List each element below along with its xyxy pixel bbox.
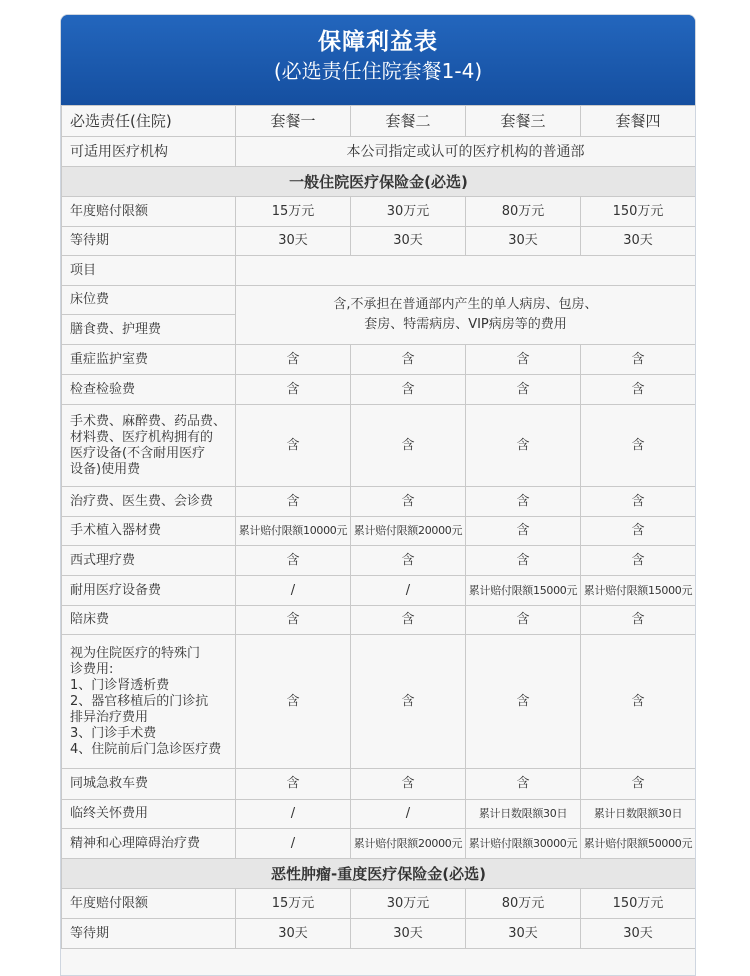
row-label: 检查检验费 [62, 375, 236, 405]
row-label: 年度赔付限额 [62, 889, 236, 919]
section-header [62, 859, 696, 889]
cell-value: 含 [581, 546, 696, 576]
cell-value: 30万元 [351, 889, 466, 919]
cell-value: 含 [466, 546, 581, 576]
cell-value: 含 [351, 635, 466, 769]
cell-value: 150万元 [581, 889, 696, 919]
cell-value: 累计赔付限额30000元 [466, 829, 581, 859]
cell-value: 含 [236, 345, 351, 375]
cell-value: 含 [351, 375, 466, 405]
cell-value: 150万元 [581, 197, 696, 227]
section1-title: 一般住院医疗保险金(必选) [62, 167, 696, 197]
table-row [62, 227, 696, 256]
row-label: 耐用医疗设备费 [62, 576, 236, 606]
cell-value: 含 [466, 517, 581, 546]
cell-value: 含 [351, 769, 466, 800]
cell-value: 累计赔付限额15000元 [581, 576, 696, 606]
table-row [62, 517, 696, 546]
plan-name: 套餐一 [236, 106, 351, 137]
table-row [62, 800, 696, 829]
cell-value: 含 [581, 635, 696, 769]
institution-row [62, 137, 696, 167]
row-label: 重症监护室费 [62, 345, 236, 375]
cell-value: 30天 [236, 227, 351, 256]
plan-name: 套餐四 [581, 106, 696, 137]
cell-value: 80万元 [466, 197, 581, 227]
cell-value: 30天 [351, 227, 466, 256]
cell-value: 含 [581, 517, 696, 546]
cell-value: 30天 [466, 919, 581, 949]
cell-value: 含 [466, 606, 581, 635]
cell-value: / [236, 800, 351, 829]
section-header [62, 167, 696, 197]
row-label: 项目 [62, 256, 236, 286]
table-row [62, 405, 696, 487]
bed-note [236, 286, 696, 345]
table-row [62, 546, 696, 576]
benefit-table [61, 105, 696, 949]
cell-value: 含 [466, 405, 581, 487]
table-row [62, 256, 696, 286]
cell-value: 30天 [236, 919, 351, 949]
row-label: 床位费 [62, 286, 236, 315]
cell-value: 30天 [466, 227, 581, 256]
cell-value: 含 [466, 345, 581, 375]
cell-value: 累计赔付限额20000元 [351, 517, 466, 546]
table-row [62, 487, 696, 517]
cell-value: 含 [236, 375, 351, 405]
cell-value: 30天 [581, 227, 696, 256]
row-label: 等待期 [62, 227, 236, 256]
institution-value: 本公司指定或认可的医疗机构的普通部 [236, 137, 696, 167]
cell-value: 含 [236, 769, 351, 800]
cell-value: 含 [581, 769, 696, 800]
cell-value: / [236, 829, 351, 859]
cell-value: 80万元 [466, 889, 581, 919]
cell-value: 含 [581, 405, 696, 487]
header-label: 必选责任(住院) [62, 106, 236, 137]
cell-value: 30万元 [351, 197, 466, 227]
table-row [62, 606, 696, 635]
cell-value: 15万元 [236, 889, 351, 919]
cell-value: 累计赔付限额50000元 [581, 829, 696, 859]
cell-value: 含 [351, 345, 466, 375]
plan-name: 套餐二 [351, 106, 466, 137]
cell-value: 含 [581, 345, 696, 375]
table-row [62, 576, 696, 606]
cell-value: 30天 [581, 919, 696, 949]
table-row [62, 919, 696, 949]
cell-value: 含 [236, 606, 351, 635]
table-row [62, 197, 696, 227]
cell-value: 累计赔付限额15000元 [466, 576, 581, 606]
cell-value: 累计赔付限额10000元 [236, 517, 351, 546]
row-label: 治疗费、医生费、会诊费 [62, 487, 236, 517]
cell-value: 含 [466, 769, 581, 800]
cell-value: 累计日数限额30日 [581, 800, 696, 829]
plan-header-row [62, 106, 696, 137]
row-label: 手术费、麻醉费、药品费、 材料费、医疗机构拥有的 医疗设备(不含耐用医疗 设备)使用费 [62, 405, 236, 487]
row-label: 手术植入器材费 [62, 517, 236, 546]
row-label: 西式理疗费 [62, 546, 236, 576]
table-row [62, 286, 696, 315]
table-row [62, 829, 696, 859]
cell-value: 30天 [351, 919, 466, 949]
cell-value: 含 [466, 635, 581, 769]
bed-note-line: 套房、特需病房、VIP病房等的费用 [364, 317, 567, 332]
cell-value: 含 [351, 405, 466, 487]
cell-value: 累计日数限额30日 [466, 800, 581, 829]
row-label: 膳食费、护理费 [62, 315, 236, 345]
plan-name: 套餐三 [466, 106, 581, 137]
cell-value: 含 [236, 405, 351, 487]
row-label: 年度赔付限额 [62, 197, 236, 227]
row-label: 视为住院医疗的特殊门 诊费用: 1、门诊肾透析费 2、器官移植后的门诊抗 排异治疗费用 3、门诊手术费 4、住院前后门急诊医疗费 [62, 635, 236, 769]
cell-value: 含 [236, 487, 351, 517]
table-row [62, 635, 696, 769]
cell-value: 含 [466, 375, 581, 405]
cell-value: 含 [236, 635, 351, 769]
row-label: 临终关怀费用 [62, 800, 236, 829]
table-row [62, 889, 696, 919]
bed-note-line: 含,不承担在普通部内产生的单人病房、包房、 [333, 297, 598, 312]
section2-title: 恶性肿瘤-重度医疗保险金(必选) [62, 859, 696, 889]
table-row [62, 375, 696, 405]
cell-value: 含 [581, 606, 696, 635]
table-header-banner [61, 15, 695, 105]
cell-value: 含 [351, 546, 466, 576]
row-label: 陪床费 [62, 606, 236, 635]
institution-label: 可适用医疗机构 [62, 137, 236, 167]
cell-value: / [236, 576, 351, 606]
benefit-table-card [60, 14, 696, 976]
table-subtitle: (必选责任住院套餐1-4) [273, 59, 483, 83]
cell-value: 15万元 [236, 197, 351, 227]
row-label: 同城急救车费 [62, 769, 236, 800]
cell-value: 含 [581, 487, 696, 517]
cell-value: / [351, 576, 466, 606]
row-label: 等待期 [62, 919, 236, 949]
table-row [62, 769, 696, 800]
table-title: 保障利益表 [318, 29, 438, 55]
cell-value: 含 [351, 606, 466, 635]
cell-value: 累计赔付限额20000元 [351, 829, 466, 859]
table-row [62, 345, 696, 375]
cell-value: 含 [466, 487, 581, 517]
cell-value: / [351, 800, 466, 829]
row-label: 精神和心理障碍治疗费 [62, 829, 236, 859]
cell-value: 含 [236, 546, 351, 576]
cell-value: 含 [351, 487, 466, 517]
empty-cell [236, 256, 696, 286]
cell-value: 含 [581, 375, 696, 405]
